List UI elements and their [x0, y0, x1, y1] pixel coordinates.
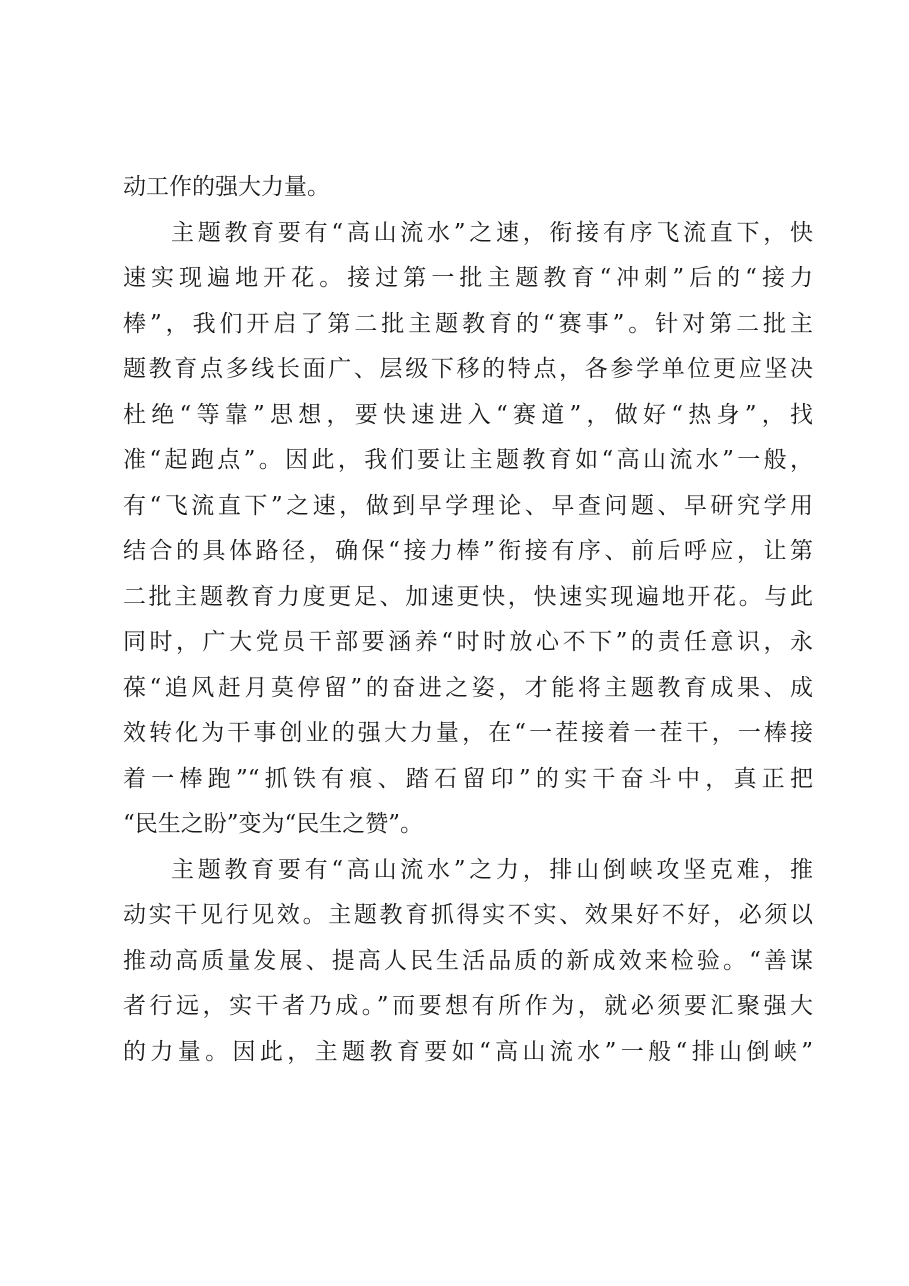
paragraph-first-line: 主题教育要有“高山流水”之速，衔接有序飞流直下，快: [171, 219, 813, 246]
text-line: 者行远，实干者乃成。”而要想有所作为，就必须要汇聚强大: [123, 993, 813, 1019]
text-line: 动工作的强大力量。: [123, 174, 330, 200]
text-line: 推动高质量发展、提高人民生活品质的新成效来检验。“善谋: [123, 947, 813, 974]
paragraph-first-line: 主题教育要有“高山流水”之力，排山倒峡攻坚克难，推: [171, 856, 813, 883]
text-line: 同时，广大党员干部要涵养“时时放心不下”的责任意识，永: [123, 629, 813, 655]
text-line: 题教育点多线长面广、层级下移的特点，各参学单位更应坚决: [123, 356, 813, 382]
text-line: “民生之盼”变为“民生之赞”。: [123, 811, 424, 837]
text-line: 葆“追风赶月莫停留”的奋进之姿，才能将主题教育成果、成: [123, 674, 813, 701]
text-line: 二批主题教育力度更足、加速更快，快速实现遍地开花。与此: [123, 583, 813, 610]
text-line: 有“飞流直下”之速，做到早学理论、早查问题、早研究学用: [123, 492, 813, 519]
text-line: 动实干见行见效。主题教育抓得实不实、效果好不好，必须以: [123, 902, 813, 928]
text-line: 速实现遍地开花。接过第一批主题教育“冲刺”后的“接力: [123, 265, 813, 291]
text-line: 棒”，我们开启了第二批主题教育的“赛事”。针对第二批主: [123, 310, 813, 337]
text-line: 结合的具体路径，确保“接力棒”衔接有序、前后呼应，让第: [123, 538, 813, 564]
text-line: 的力量。因此，主题教育要如“高山流水”一般“排山倒峡”: [123, 1038, 813, 1065]
text-line: 准“起跑点”。因此，我们要让主题教育如“高山流水”一般，: [123, 447, 813, 473]
document-body: [123, 165, 813, 1075]
text-line: 着一棒跑”“抓铁有痕、踏石留印”的实干奋斗中，真正把: [123, 765, 813, 792]
text-line: 效转化为干事创业的强大力量，在“一茬接着一茬干，一棒接: [123, 720, 813, 746]
text-line: 杜绝“等靠”思想，要快速进入“赛道”，做好“热身”，找: [123, 401, 813, 428]
